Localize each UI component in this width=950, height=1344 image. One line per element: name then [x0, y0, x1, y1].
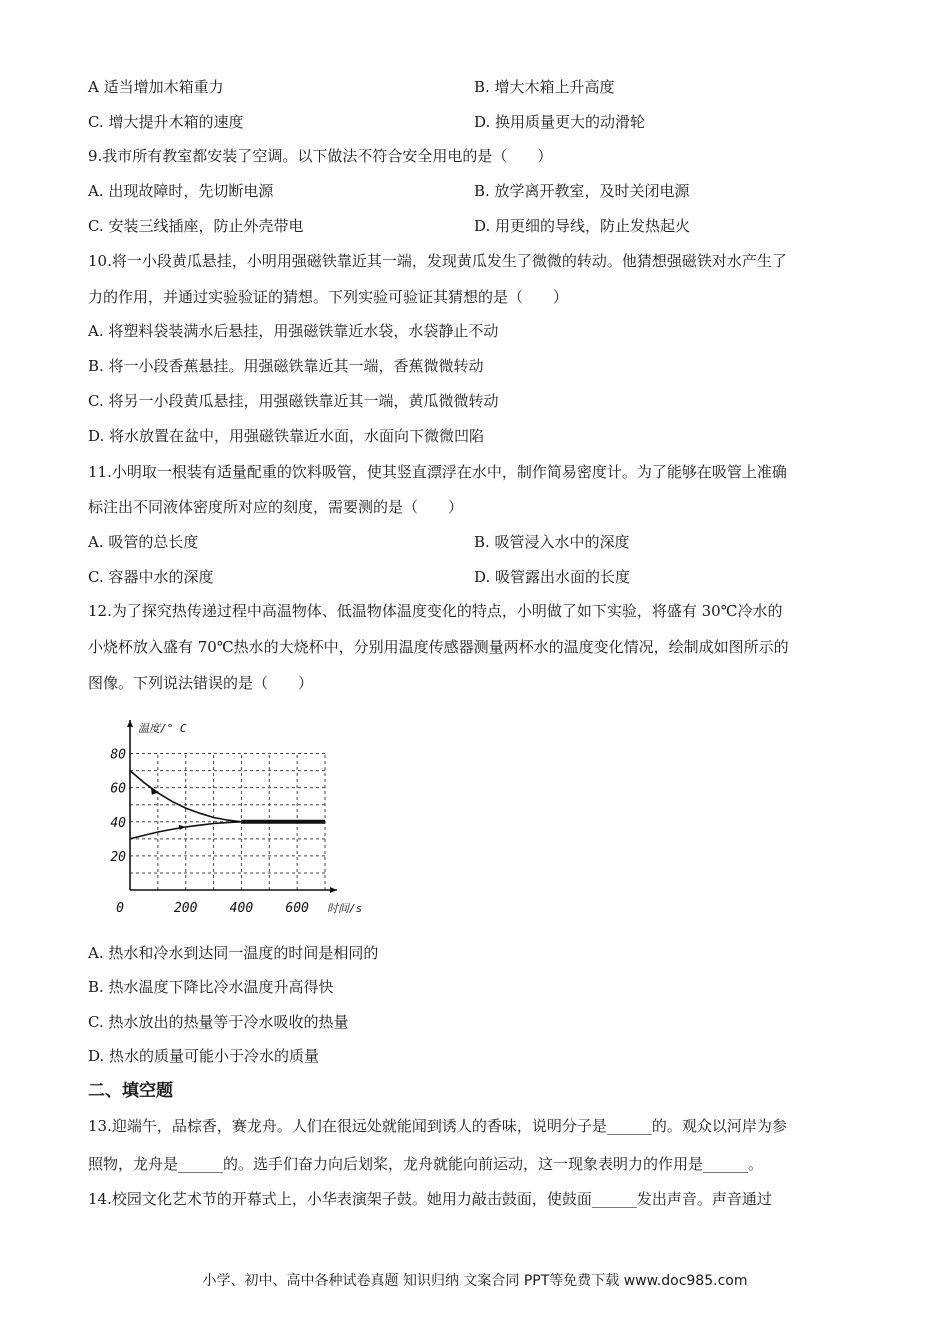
q11-option-d: D. 吸管露出水面的长度 — [474, 568, 631, 586]
x-tick-label: 600 — [285, 901, 309, 916]
y-tick-label: 20 — [110, 849, 126, 865]
y-tick-label: 60 — [110, 781, 126, 797]
q12-option-b: B. 热水温度下降比冷水温度升高得快 — [88, 978, 334, 996]
q13-line2: 照物，龙舟是______的。选手们奋力向后划桨，龙舟就能向前运动，这一现象表明力的作用是______。 — [88, 1155, 764, 1173]
q10-stem-line1: 10.将一小段黄瓜悬挂，小明用强磁铁靠近其一端，发现黄瓜发生了微微的转动。他猜想强磁铁对水产生了 — [88, 252, 787, 270]
q11-option-b: B. 吸管浸入水中的深度 — [474, 533, 630, 551]
section-heading: 二、填空题 — [88, 1081, 173, 1101]
q14-line1: 14.校园文化艺术节的开幕式上，小华表演架子鼓。她用力敲击鼓面，使鼓面______发出声音。声音通过 — [88, 1190, 772, 1208]
q10-stem-line2: 力的作用，并通过实验验证的猜想。下列实验可验证其猜想的是（ ） — [88, 288, 569, 306]
y-axis-arrow-icon — [127, 720, 133, 727]
q12-option-d: D. 热水的质量可能小于冷水的质量 — [88, 1047, 320, 1065]
series-line-2 — [130, 822, 325, 839]
q12-option-c: C. 热水放出的热量等于冷水吸收的热量 — [88, 1013, 349, 1031]
q8-option-c: C. 增大提升木箱的速度 — [88, 113, 244, 131]
chart-axes — [127, 720, 337, 893]
q11-stem-line2: 标注出不同液体密度所对应的刻度，需要测的是（ ） — [88, 498, 464, 516]
q11-option-c: C. 容器中水的深度 — [88, 568, 214, 586]
q11-stem-line1: 11.小明取一根装有适量配重的饮料吸管，使其竖直漂浮在水中，制作简易密度计。为了能够在吸管上准确 — [88, 463, 787, 481]
cold-curve-arrow-icon — [179, 825, 186, 830]
temperature-time-chart — [100, 712, 400, 922]
y-tick-label: 80 — [110, 747, 126, 763]
q9-stem: 9.我市所有教室都安装了空调。以下做法不符合安全用电的是（ ） — [88, 147, 553, 165]
chart-labels — [110, 722, 362, 916]
x-axis-label: 时间/s — [327, 902, 363, 915]
q13-line1: 13.迎端午，品棕香，赛龙舟。人们在很远处就能闻到诱人的香味，说明分子是______的。观众以河岸为参 — [88, 1117, 787, 1135]
q10-option-b: B. 将一小段香蕉悬挂。用强磁铁靠近其一端，香蕉微微转动 — [88, 357, 484, 375]
x-axis-arrow-icon — [330, 887, 337, 893]
q8-option-d: D. 换用质量更大的动滑轮 — [474, 113, 646, 131]
page-footer: 小学、初中、高中各种试卷真题 知识归纳 文案合同 PPT等免费下载 www.doc985.com — [202, 1273, 748, 1289]
q9-option-c: C. 安装三线插座，防止外壳带电 — [88, 217, 304, 235]
y-tick-label: 40 — [110, 815, 126, 831]
x-tick-label: 400 — [229, 901, 254, 916]
q11-option-a: A. 吸管的总长度 — [88, 533, 199, 551]
q9-option-d: D. 用更细的导线，防止发热起火 — [474, 217, 691, 235]
q9-option-b: B. 放学离开教室，及时关闭电源 — [474, 182, 690, 200]
q8-option-b: B. 增大木箱上升高度 — [474, 78, 615, 96]
q10-option-a: A. 将塑料袋装满水后悬挂，用强磁铁靠近水袋，水袋静止不动 — [88, 322, 499, 340]
q10-option-d: D. 将水放置在盆中，用强磁铁靠近水面，水面向下微微凹陷 — [88, 427, 485, 445]
q12-option-a: A. 热水和冷水到达同一温度的时间是相同的 — [88, 944, 379, 962]
q12-stem-line2: 小烧杯放入盛有 70℃热水的大烧杯中，分别用温度传感器测量两杯水的温度变化情况，绘制成如图所示的 — [88, 638, 789, 656]
q12-stem-line3: 图像。下列说法错误的是（ ） — [88, 674, 314, 692]
origin-label: 0 — [116, 901, 124, 916]
q8-option-a: A 适当增加木箱重力 — [88, 78, 224, 96]
series-line-1 — [130, 771, 325, 822]
q9-option-a: A. 出现故障时，先切断电源 — [88, 182, 274, 200]
y-axis-label: 温度/° C — [138, 722, 187, 735]
x-tick-label: 200 — [173, 901, 198, 916]
q12-stem-line1: 12.为了探究热传递过程中高温物体、低温物体温度变化的特点，小明做了如下实验，将盛有 30℃冷水的 — [88, 602, 783, 620]
q10-option-c: C. 将另一小段黄瓜悬挂，用强磁铁靠近其一端，黄瓜微微转动 — [88, 392, 499, 410]
